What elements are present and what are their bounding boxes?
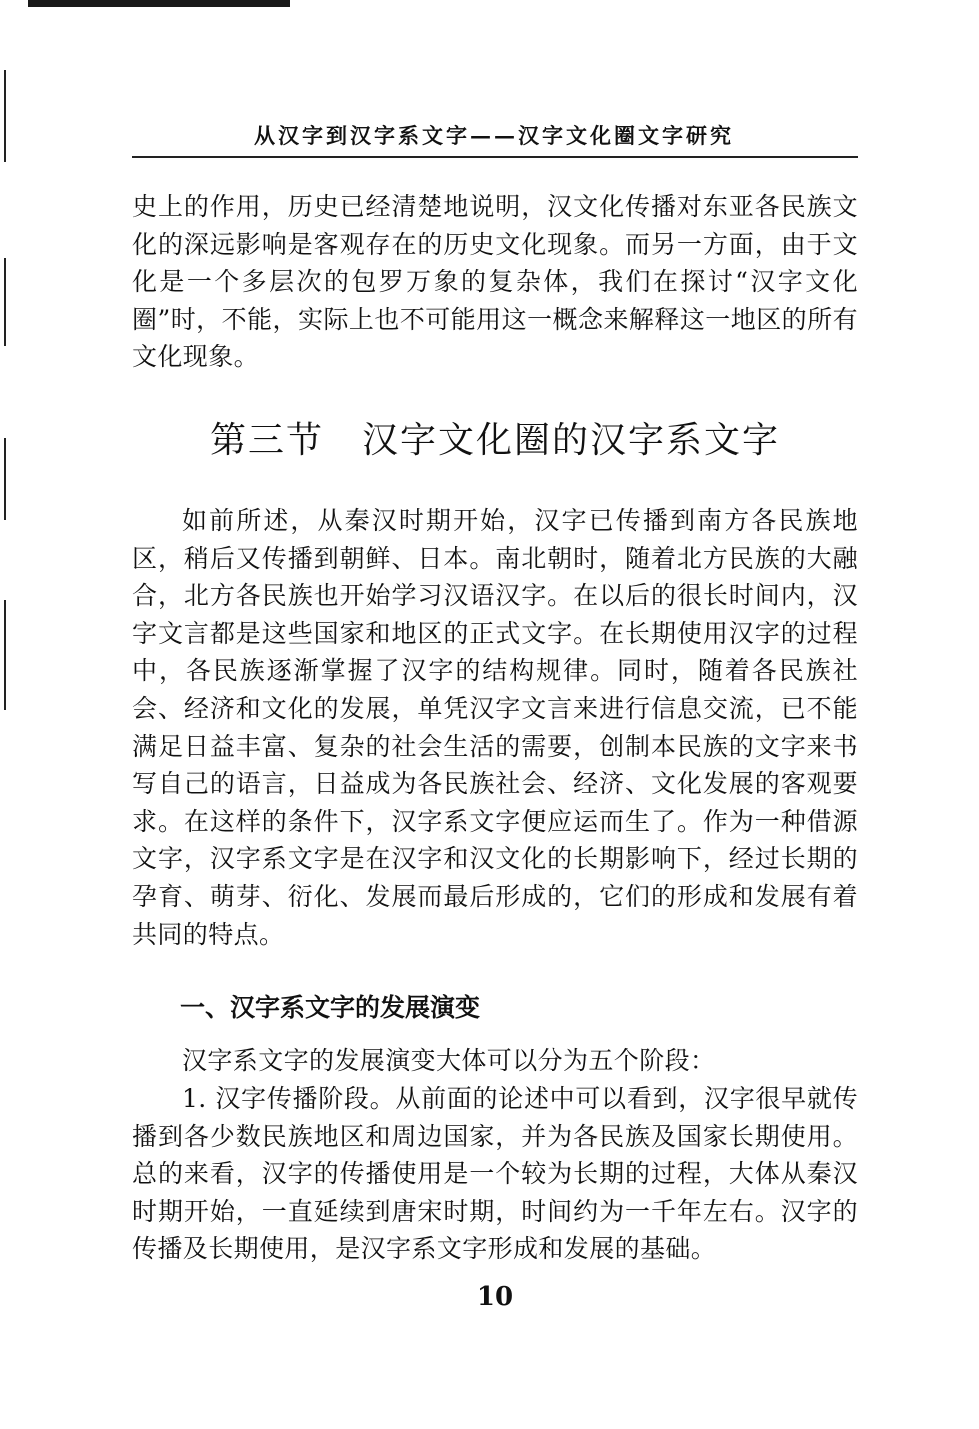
paragraph-intro: 如前所述，从秦汉时期开始，汉字已传播到南方各民族地区，稍后又传播到朝鲜、日本。南北朝时，随着北方民族的大融合，北方各民族也开始学习汉语汉字。在以后的很长时间内，汉字文言都是这些国家和地区的正式文字。在长期使用汉字的过程中，各民族逐渐掌握了汉字的结构规律。同时，随着各民族社会、经济和文化的发展，单凭汉字文言来进行信息交流，已不能满足日益丰富、复杂的社会生活的需要，创制本民族的文字来书写自己的语言，日益成为各民族社会、经济、文化发展的客观要求。在这样的条件下，汉字系文字便应运而生了。作为一种借源文字，汉字系文字是在汉字和汉文化的长期影响下，经过长期的孕育、萌芽、衍化、发展而最后形成的，它们的形成和发展有着共同的特点。	[132, 506, 858, 949]
margin-mark	[4, 438, 6, 520]
paragraph-stage-1: 1. 汉字传播阶段。从前面的论述中可以看到，汉字很早就传播到各少数民族地区和周边国家，并为各民族及国家长期使用。总的来看，汉字的传播使用是一个较为长期的过程，大体从秦汉时期开始，一直延续到唐宋时期，时间约为一千年左右。汉字的传播及长期使用，是汉字系文字形成和发展的基础。	[132, 1084, 858, 1264]
paragraph-stages-intro: 汉字系文字的发展演变大体可以分为五个阶段：	[182, 1046, 716, 1075]
page-number: 10	[476, 1282, 514, 1312]
header-rule	[132, 156, 858, 158]
margin-mark	[4, 600, 6, 710]
margin-mark	[4, 70, 6, 162]
scan-artifact-bar	[28, 0, 290, 7]
subsection-title: 一、汉字系文字的发展演变	[180, 993, 481, 1022]
margin-mark	[4, 258, 6, 346]
paragraph-continuation: 史上的作用，历史已经清楚地说明，汉文化传播对东亚各民族文化的深远影响是客观存在的历史文化现象。而另一方面，由于文化是一个多层次的包罗万象的复杂体，我们在探讨“汉字文化圈”时，不能，实际上也不可能用这一概念来解释这一地区的所有文化现象。	[132, 192, 858, 372]
running-head: 从汉字到汉字系文字——汉字文化圈文字研究	[254, 123, 734, 148]
section-title: 第三节 汉字文化圈的汉字系文字	[209, 420, 780, 461]
